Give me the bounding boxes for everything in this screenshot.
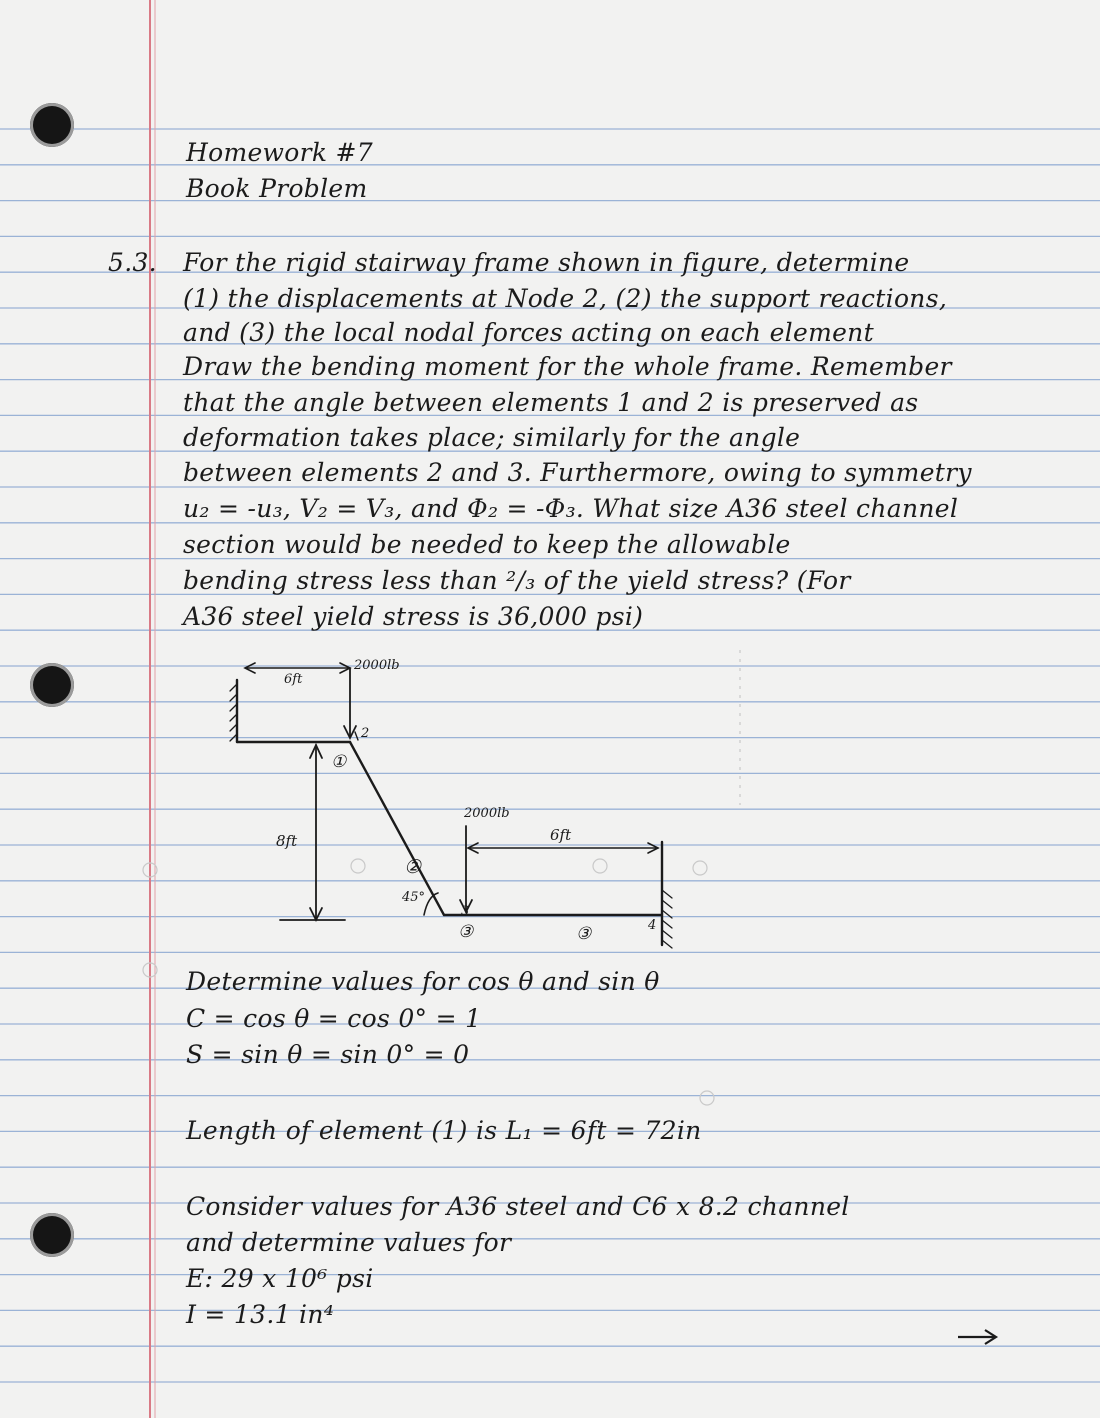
homework-subtitle: Book Problem (186, 174, 368, 203)
figure-top-dimension: 6ft (284, 672, 303, 687)
problem-line-6: deformation takes place; similarly for the angle (183, 423, 801, 452)
problem-line-10: bending stress less than ²/₃ of the yield stress? (For (183, 566, 851, 595)
figure-element-2: ② (404, 856, 422, 878)
work-line-8: I = 13.1 in⁴ (186, 1300, 335, 1329)
work-line-6: and determine values for (186, 1228, 512, 1257)
figure-node-4: 4 (648, 918, 657, 933)
figure-bottom-dimension: 6ft (550, 826, 572, 844)
figure-node-2: 2 (361, 726, 370, 741)
problem-line-8: u₂ = -u₃, V₂ = V₃, and Φ₂ = -Φ₃. What size A36 steel channel (183, 494, 959, 523)
problem-line-11: A36 steel yield stress is 36,000 psi) (183, 602, 644, 631)
figure-angle: 45° (402, 890, 426, 905)
work-line-3: S = sin θ = sin 0° = 0 (186, 1040, 470, 1069)
problem-line-2: (1) the displacements at Node 2, (2) the support reactions, (183, 284, 948, 313)
figure-node-3: 3 (461, 904, 470, 919)
problem-line-5: that the angle between elements 1 and 2 is preserved as (183, 388, 919, 417)
problem-number: 5.3. (108, 248, 157, 277)
punch-hole-middle (30, 663, 74, 707)
figure-element-3: ③ (576, 924, 592, 944)
figure-mid-load: 2000lb (464, 806, 510, 821)
problem-line-7: between elements 2 and 3. Furthermore, owing to symmetry (183, 458, 972, 487)
punch-hole-top (30, 103, 74, 147)
figure-element-1: ① (331, 752, 347, 772)
punch-hole-bottom (30, 1213, 74, 1257)
work-line-1: Determine values for cos θ and sin θ (186, 967, 660, 996)
problem-line-3: and (3) the local nodal forces acting on each element (183, 318, 874, 347)
homework-title: Homework #7 (186, 138, 374, 167)
figure-top-load: 2000lb (354, 658, 400, 673)
problem-line-9: section would be needed to keep the allowable (183, 530, 791, 559)
problem-line-4: Draw the bending moment for the whole frame. Remember (183, 352, 952, 381)
problem-line-1: For the rigid stairway frame shown in figure, determine (183, 248, 910, 277)
figure-height-dimension: 8ft (276, 832, 298, 850)
work-line-7: E: 29 x 10⁶ psi (186, 1264, 374, 1293)
work-line-2: C = cos θ = cos 0° = 1 (186, 1004, 482, 1033)
work-line-4: Length of element (1) is L₁ = 6ft = 72in (186, 1116, 702, 1145)
work-line-5: Consider values for A36 steel and C6 x 8.2 channel (186, 1192, 850, 1221)
figure-bottom-marker: ③ (458, 922, 474, 942)
